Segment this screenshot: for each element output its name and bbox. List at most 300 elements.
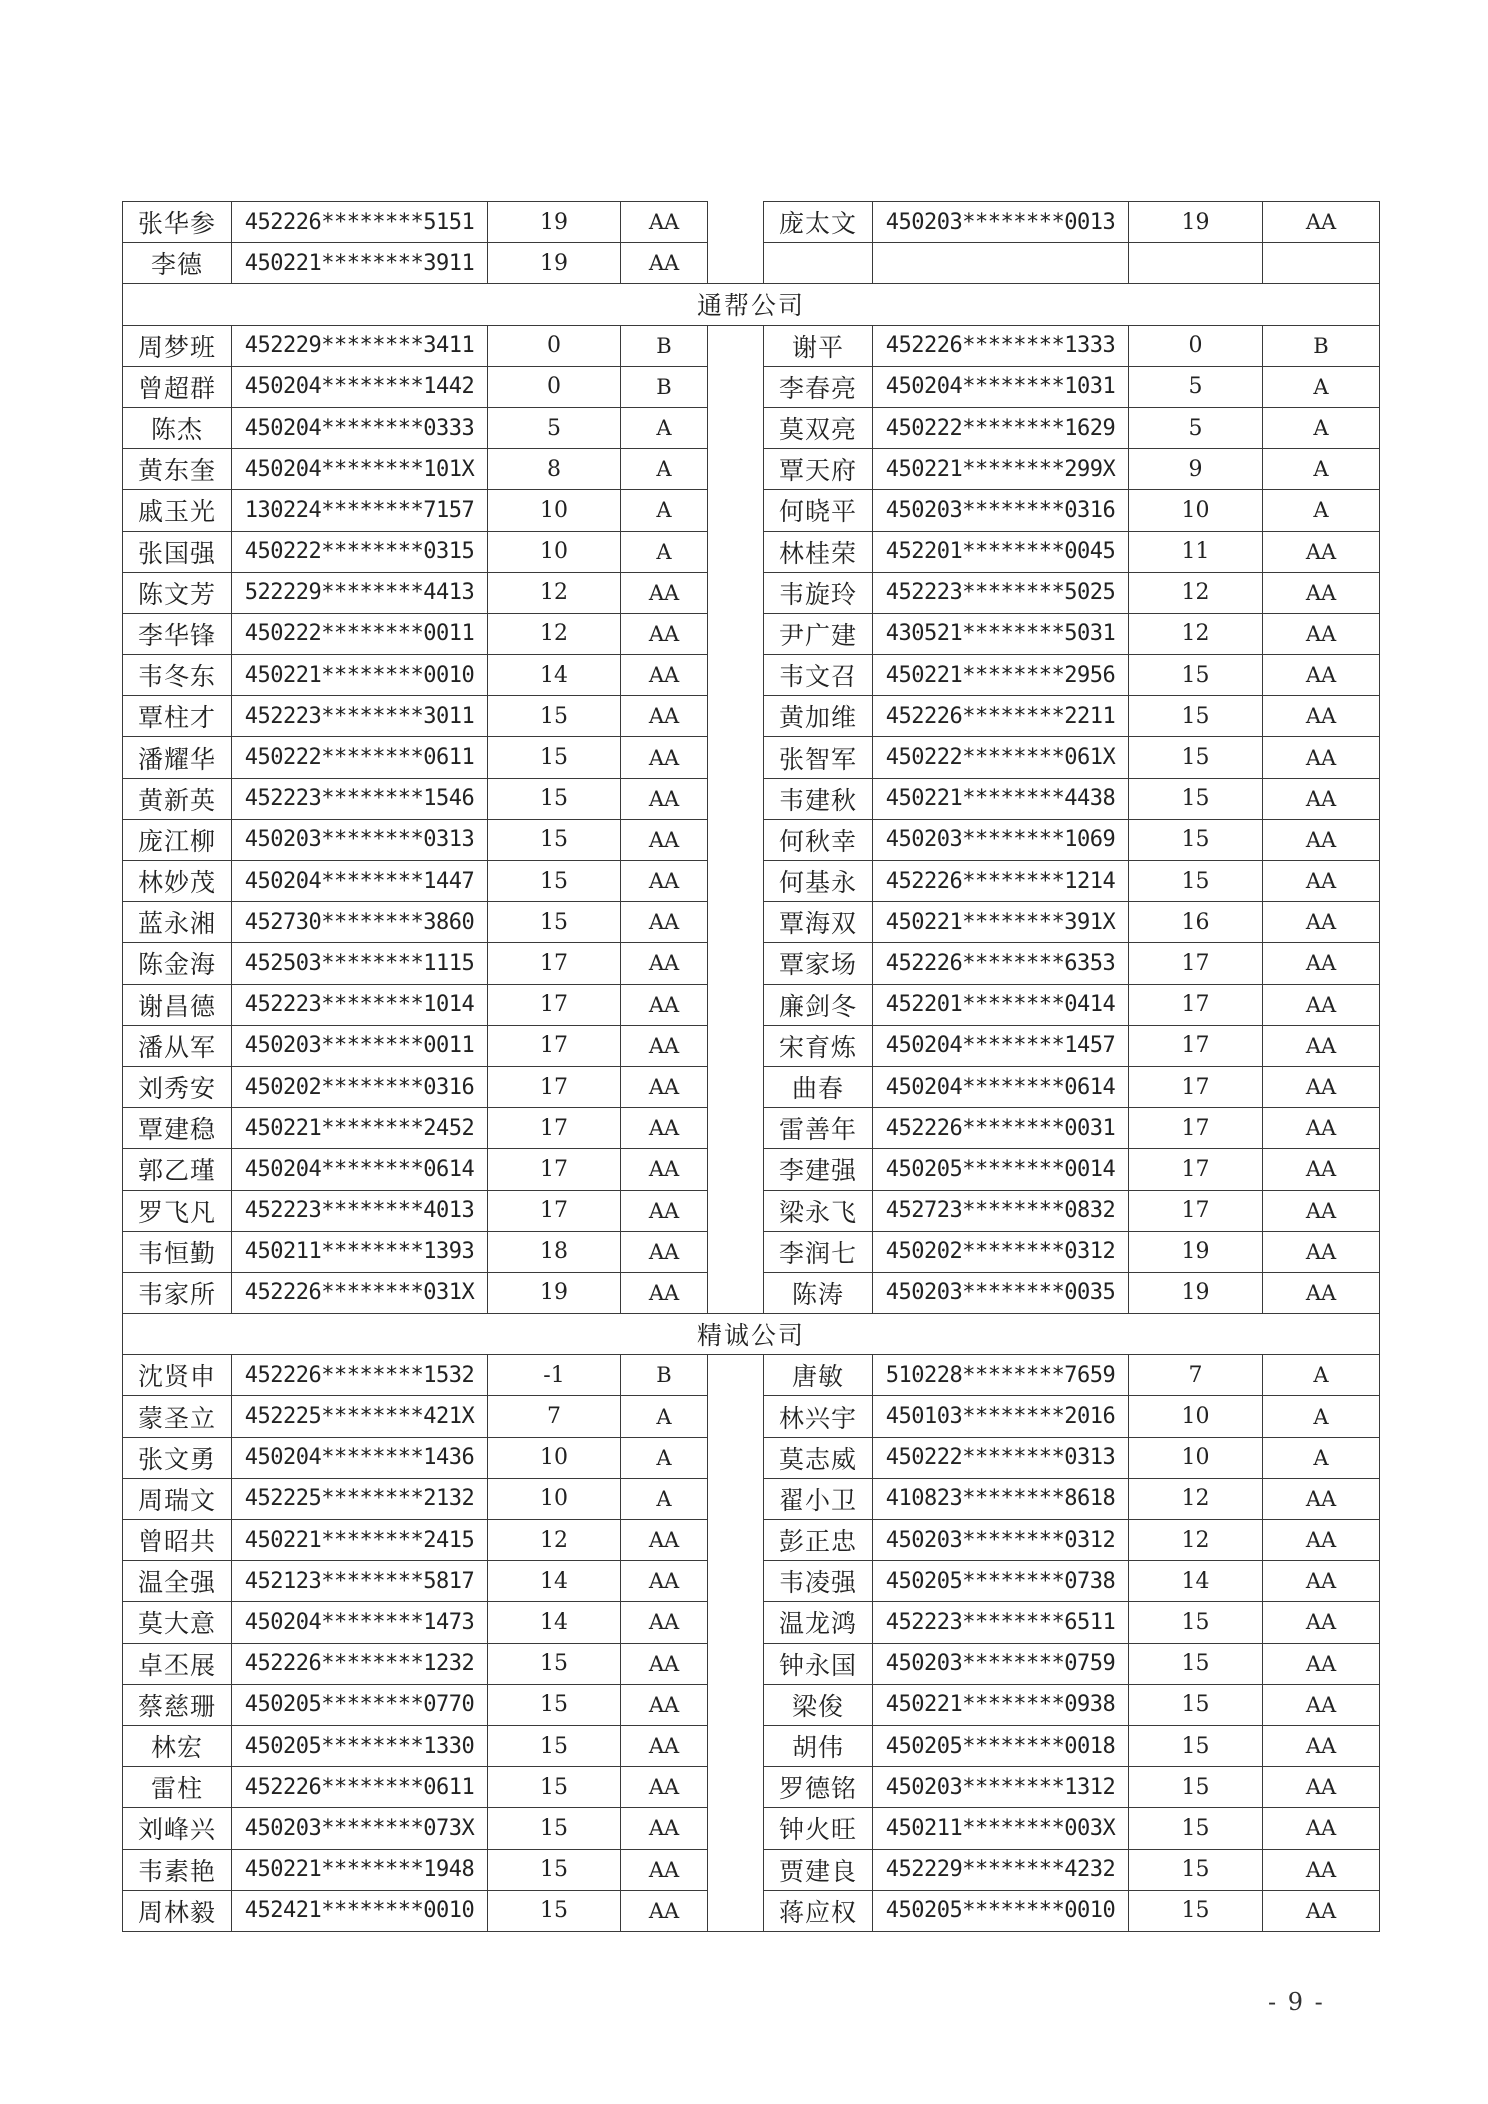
table-row bbox=[123, 696, 1380, 737]
right-grade-cell: AA bbox=[1263, 1108, 1380, 1149]
left-id-number-cell: 452226********1532 bbox=[232, 1355, 488, 1396]
left-score-cell: 15 bbox=[488, 1890, 621, 1931]
left-id-number-cell: 452123********5817 bbox=[232, 1561, 488, 1602]
right-id-number-cell: 450203********1312 bbox=[873, 1767, 1129, 1808]
right-grade-cell: AA bbox=[1263, 1643, 1380, 1684]
table-row bbox=[123, 325, 1380, 366]
right-grade-cell: AA bbox=[1263, 1849, 1380, 1890]
column-divider bbox=[708, 1725, 764, 1766]
table-row bbox=[123, 1520, 1380, 1561]
left-grade-cell: AA bbox=[621, 943, 708, 984]
left-score-cell: 15 bbox=[488, 1767, 621, 1808]
right-id-number-cell: 450205********0014 bbox=[873, 1149, 1129, 1190]
right-score-cell: 15 bbox=[1129, 1684, 1263, 1725]
right-score-cell bbox=[1129, 243, 1263, 284]
right-name-cell bbox=[764, 243, 873, 284]
column-divider bbox=[708, 984, 764, 1025]
table-row bbox=[123, 1025, 1380, 1066]
table-row bbox=[123, 1602, 1380, 1643]
left-name-cell: 陈金海 bbox=[123, 943, 232, 984]
left-name-cell: 周瑞文 bbox=[123, 1478, 232, 1519]
right-score-cell: 11 bbox=[1129, 531, 1263, 572]
right-id-number-cell: 510228********7659 bbox=[873, 1355, 1129, 1396]
left-grade-cell: B bbox=[621, 1355, 708, 1396]
right-grade-cell: AA bbox=[1263, 655, 1380, 696]
column-divider bbox=[708, 778, 764, 819]
left-id-number-cell: 452223********4013 bbox=[232, 1190, 488, 1231]
left-score-cell: 17 bbox=[488, 1025, 621, 1066]
column-divider bbox=[708, 572, 764, 613]
right-name-cell: 唐敏 bbox=[764, 1355, 873, 1396]
right-id-number-cell: 450204********0614 bbox=[873, 1066, 1129, 1107]
right-score-cell: 15 bbox=[1129, 737, 1263, 778]
table-row bbox=[123, 1272, 1380, 1313]
table-row bbox=[123, 202, 1380, 243]
left-grade-cell: AA bbox=[621, 1684, 708, 1725]
right-score-cell: 15 bbox=[1129, 655, 1263, 696]
right-score-cell: 17 bbox=[1129, 1066, 1263, 1107]
left-grade-cell: AA bbox=[621, 984, 708, 1025]
left-name-cell: 蒙圣立 bbox=[123, 1396, 232, 1437]
left-score-cell: 15 bbox=[488, 737, 621, 778]
left-name-cell: 韦家所 bbox=[123, 1272, 232, 1313]
right-score-cell: 17 bbox=[1129, 1108, 1263, 1149]
right-grade-cell: A bbox=[1263, 366, 1380, 407]
right-name-cell: 陈涛 bbox=[764, 1272, 873, 1313]
right-grade-cell: A bbox=[1263, 449, 1380, 490]
left-id-number-cell: 450205********0770 bbox=[232, 1684, 488, 1725]
right-id-number-cell: 450221********391X bbox=[873, 902, 1129, 943]
table-row bbox=[123, 819, 1380, 860]
right-id-number-cell: 452223********6511 bbox=[873, 1602, 1129, 1643]
right-grade-cell: AA bbox=[1263, 902, 1380, 943]
table-row bbox=[123, 655, 1380, 696]
left-grade-cell: A bbox=[621, 1478, 708, 1519]
column-divider bbox=[708, 1355, 764, 1396]
right-id-number-cell: 452723********0832 bbox=[873, 1190, 1129, 1231]
left-name-cell: 覃柱才 bbox=[123, 696, 232, 737]
left-grade-cell: AA bbox=[621, 1561, 708, 1602]
right-name-cell: 钟火旺 bbox=[764, 1808, 873, 1849]
left-score-cell: 17 bbox=[488, 1108, 621, 1149]
right-score-cell: 15 bbox=[1129, 696, 1263, 737]
column-divider bbox=[708, 1890, 764, 1931]
table-row bbox=[123, 572, 1380, 613]
table-row bbox=[123, 1108, 1380, 1149]
right-score-cell: 15 bbox=[1129, 1767, 1263, 1808]
right-score-cell: 0 bbox=[1129, 325, 1263, 366]
table-row bbox=[123, 366, 1380, 407]
left-grade-cell: AA bbox=[621, 819, 708, 860]
right-score-cell: 10 bbox=[1129, 1396, 1263, 1437]
table-row bbox=[123, 943, 1380, 984]
right-grade-cell: AA bbox=[1263, 1684, 1380, 1725]
column-divider bbox=[708, 1767, 764, 1808]
right-id-number-cell: 410823********8618 bbox=[873, 1478, 1129, 1519]
left-score-cell: 15 bbox=[488, 1725, 621, 1766]
right-name-cell: 雷善年 bbox=[764, 1108, 873, 1149]
right-name-cell: 廉剑冬 bbox=[764, 984, 873, 1025]
table-row bbox=[123, 1561, 1380, 1602]
right-grade-cell: AA bbox=[1263, 1725, 1380, 1766]
right-id-number-cell: 450203********0759 bbox=[873, 1643, 1129, 1684]
left-name-cell: 黄新英 bbox=[123, 778, 232, 819]
left-id-number-cell: 450204********101X bbox=[232, 449, 488, 490]
table-row bbox=[123, 1808, 1380, 1849]
left-id-number-cell: 450204********1473 bbox=[232, 1602, 488, 1643]
left-id-number-cell: 452225********421X bbox=[232, 1396, 488, 1437]
column-divider bbox=[708, 1602, 764, 1643]
left-grade-cell: AA bbox=[621, 1890, 708, 1931]
left-grade-cell: AA bbox=[621, 1231, 708, 1272]
table-row bbox=[123, 1149, 1380, 1190]
right-name-cell: 贾建良 bbox=[764, 1849, 873, 1890]
right-id-number-cell: 450221********2956 bbox=[873, 655, 1129, 696]
left-name-cell: 罗飞凡 bbox=[123, 1190, 232, 1231]
left-grade-cell: AA bbox=[621, 1767, 708, 1808]
left-grade-cell: A bbox=[621, 490, 708, 531]
right-id-number-cell: 450203********0316 bbox=[873, 490, 1129, 531]
left-grade-cell: AA bbox=[621, 1066, 708, 1107]
left-id-number-cell: 450202********0316 bbox=[232, 1066, 488, 1107]
left-name-cell: 曾昭共 bbox=[123, 1520, 232, 1561]
right-score-cell: 5 bbox=[1129, 407, 1263, 448]
table-row bbox=[123, 1396, 1380, 1437]
column-divider bbox=[708, 366, 764, 407]
right-name-cell: 蒋应权 bbox=[764, 1890, 873, 1931]
left-name-cell: 林宏 bbox=[123, 1725, 232, 1766]
column-divider bbox=[708, 202, 764, 243]
left-score-cell: 17 bbox=[488, 1149, 621, 1190]
right-id-number-cell: 452226********0031 bbox=[873, 1108, 1129, 1149]
column-divider bbox=[708, 1190, 764, 1231]
table-row bbox=[123, 902, 1380, 943]
table-row bbox=[123, 1478, 1380, 1519]
right-grade-cell: AA bbox=[1263, 1066, 1380, 1107]
right-name-cell: 林桂荣 bbox=[764, 531, 873, 572]
right-score-cell: 15 bbox=[1129, 1725, 1263, 1766]
left-score-cell: 0 bbox=[488, 325, 621, 366]
table-row bbox=[123, 1684, 1380, 1725]
right-id-number-cell: 450211********003X bbox=[873, 1808, 1129, 1849]
left-id-number-cell: 450204********0614 bbox=[232, 1149, 488, 1190]
column-divider bbox=[708, 1272, 764, 1313]
right-name-cell: 韦文召 bbox=[764, 655, 873, 696]
left-name-cell: 温全强 bbox=[123, 1561, 232, 1602]
column-divider bbox=[708, 819, 764, 860]
left-score-cell: 8 bbox=[488, 449, 621, 490]
right-id-number-cell: 452229********4232 bbox=[873, 1849, 1129, 1890]
column-divider bbox=[708, 696, 764, 737]
left-score-cell: 15 bbox=[488, 1643, 621, 1684]
left-name-cell: 郭乙瑾 bbox=[123, 1149, 232, 1190]
table-row bbox=[123, 449, 1380, 490]
left-score-cell: 19 bbox=[488, 202, 621, 243]
left-name-cell: 庞江柳 bbox=[123, 819, 232, 860]
left-name-cell: 张国强 bbox=[123, 531, 232, 572]
right-score-cell: 17 bbox=[1129, 943, 1263, 984]
right-name-cell: 莫双亮 bbox=[764, 407, 873, 448]
left-id-number-cell: 450203********0011 bbox=[232, 1025, 488, 1066]
right-grade-cell: AA bbox=[1263, 531, 1380, 572]
column-divider bbox=[708, 1437, 764, 1478]
right-score-cell: 9 bbox=[1129, 449, 1263, 490]
right-grade-cell: AA bbox=[1263, 696, 1380, 737]
column-divider bbox=[708, 1684, 764, 1725]
right-score-cell: 14 bbox=[1129, 1561, 1263, 1602]
left-id-number-cell: 450221********1948 bbox=[232, 1849, 488, 1890]
left-score-cell: 17 bbox=[488, 1190, 621, 1231]
table-row bbox=[123, 1643, 1380, 1684]
left-name-cell: 莫大意 bbox=[123, 1602, 232, 1643]
left-name-cell: 周梦班 bbox=[123, 325, 232, 366]
right-score-cell: 12 bbox=[1129, 1478, 1263, 1519]
left-grade-cell: AA bbox=[621, 1643, 708, 1684]
right-id-number-cell: 450222********0313 bbox=[873, 1437, 1129, 1478]
column-divider bbox=[708, 1149, 764, 1190]
table-row bbox=[123, 407, 1380, 448]
left-score-cell: 5 bbox=[488, 407, 621, 448]
left-name-cell: 张文勇 bbox=[123, 1437, 232, 1478]
right-grade-cell: AA bbox=[1263, 572, 1380, 613]
column-divider bbox=[708, 243, 764, 284]
right-name-cell: 梁俊 bbox=[764, 1684, 873, 1725]
left-score-cell: 15 bbox=[488, 778, 621, 819]
left-grade-cell: AA bbox=[621, 243, 708, 284]
left-id-number-cell: 452226********5151 bbox=[232, 202, 488, 243]
left-id-number-cell: 452503********1115 bbox=[232, 943, 488, 984]
left-id-number-cell: 450221********3911 bbox=[232, 243, 488, 284]
right-name-cell: 罗德铭 bbox=[764, 1767, 873, 1808]
column-divider bbox=[708, 943, 764, 984]
right-grade-cell: AA bbox=[1263, 1890, 1380, 1931]
left-id-number-cell: 450204********1447 bbox=[232, 861, 488, 902]
table-row bbox=[123, 1355, 1380, 1396]
left-grade-cell: AA bbox=[621, 202, 708, 243]
left-score-cell: 15 bbox=[488, 1684, 621, 1725]
left-id-number-cell: 452225********2132 bbox=[232, 1478, 488, 1519]
right-id-number-cell: 452226********2211 bbox=[873, 696, 1129, 737]
left-score-cell: 15 bbox=[488, 1849, 621, 1890]
left-name-cell: 曾超群 bbox=[123, 366, 232, 407]
left-name-cell: 沈贤申 bbox=[123, 1355, 232, 1396]
left-name-cell: 蓝永湘 bbox=[123, 902, 232, 943]
right-id-number-cell: 452226********1333 bbox=[873, 325, 1129, 366]
left-name-cell: 刘峰兴 bbox=[123, 1808, 232, 1849]
column-divider bbox=[708, 325, 764, 366]
right-grade-cell: A bbox=[1263, 1355, 1380, 1396]
left-id-number-cell: 450204********0333 bbox=[232, 407, 488, 448]
right-grade-cell: A bbox=[1263, 407, 1380, 448]
right-name-cell: 何秋幸 bbox=[764, 819, 873, 860]
right-score-cell: 17 bbox=[1129, 1190, 1263, 1231]
left-name-cell: 陈杰 bbox=[123, 407, 232, 448]
right-score-cell: 17 bbox=[1129, 1025, 1263, 1066]
column-divider bbox=[708, 1520, 764, 1561]
right-grade-cell: AA bbox=[1263, 1231, 1380, 1272]
left-grade-cell: B bbox=[621, 325, 708, 366]
right-name-cell: 钟永国 bbox=[764, 1643, 873, 1684]
right-name-cell: 翟小卫 bbox=[764, 1478, 873, 1519]
column-divider bbox=[708, 1808, 764, 1849]
left-name-cell: 周林毅 bbox=[123, 1890, 232, 1931]
left-name-cell: 雷柱 bbox=[123, 1767, 232, 1808]
left-id-number-cell: 130224********7157 bbox=[232, 490, 488, 531]
left-name-cell: 蔡慈珊 bbox=[123, 1684, 232, 1725]
table-row bbox=[123, 613, 1380, 654]
left-score-cell: 12 bbox=[488, 1520, 621, 1561]
right-name-cell: 覃海双 bbox=[764, 902, 873, 943]
right-name-cell: 胡伟 bbox=[764, 1725, 873, 1766]
right-grade-cell bbox=[1263, 243, 1380, 284]
right-id-number-cell: 450205********0018 bbox=[873, 1725, 1129, 1766]
column-divider bbox=[708, 1478, 764, 1519]
table-row bbox=[123, 1190, 1380, 1231]
left-id-number-cell: 452730********3860 bbox=[232, 902, 488, 943]
right-grade-cell: AA bbox=[1263, 1767, 1380, 1808]
right-grade-cell: AA bbox=[1263, 861, 1380, 902]
right-name-cell: 韦凌强 bbox=[764, 1561, 873, 1602]
left-score-cell: 7 bbox=[488, 1396, 621, 1437]
right-grade-cell: AA bbox=[1263, 202, 1380, 243]
right-score-cell: 15 bbox=[1129, 1890, 1263, 1931]
column-divider bbox=[708, 490, 764, 531]
table-row bbox=[123, 1767, 1380, 1808]
right-score-cell: 19 bbox=[1129, 202, 1263, 243]
right-grade-cell: B bbox=[1263, 325, 1380, 366]
right-name-cell: 林兴宇 bbox=[764, 1396, 873, 1437]
right-grade-cell: AA bbox=[1263, 1808, 1380, 1849]
column-divider bbox=[708, 1025, 764, 1066]
right-id-number-cell: 450204********1031 bbox=[873, 366, 1129, 407]
left-id-number-cell: 452223********3011 bbox=[232, 696, 488, 737]
column-divider bbox=[708, 655, 764, 696]
column-divider bbox=[708, 613, 764, 654]
left-id-number-cell: 450204********1442 bbox=[232, 366, 488, 407]
left-grade-cell: AA bbox=[621, 778, 708, 819]
right-name-cell: 梁永飞 bbox=[764, 1190, 873, 1231]
right-id-number-cell: 450205********0738 bbox=[873, 1561, 1129, 1602]
right-id-number-cell: 450205********0010 bbox=[873, 1890, 1129, 1931]
left-name-cell: 韦素艳 bbox=[123, 1849, 232, 1890]
right-grade-cell: A bbox=[1263, 1396, 1380, 1437]
left-id-number-cell: 450204********1436 bbox=[232, 1437, 488, 1478]
right-score-cell: 12 bbox=[1129, 613, 1263, 654]
right-score-cell: 15 bbox=[1129, 1849, 1263, 1890]
right-name-cell: 温龙鸿 bbox=[764, 1602, 873, 1643]
right-score-cell: 16 bbox=[1129, 902, 1263, 943]
left-id-number-cell: 450203********0313 bbox=[232, 819, 488, 860]
right-score-cell: 10 bbox=[1129, 490, 1263, 531]
left-name-cell: 林妙茂 bbox=[123, 861, 232, 902]
left-grade-cell: B bbox=[621, 366, 708, 407]
left-name-cell: 谢昌德 bbox=[123, 984, 232, 1025]
left-score-cell: 18 bbox=[488, 1231, 621, 1272]
left-grade-cell: A bbox=[621, 1437, 708, 1478]
right-id-number-cell: 430521********5031 bbox=[873, 613, 1129, 654]
left-name-cell: 刘秀安 bbox=[123, 1066, 232, 1107]
right-score-cell: 15 bbox=[1129, 819, 1263, 860]
right-id-number-cell: 450221********4438 bbox=[873, 778, 1129, 819]
left-grade-cell: A bbox=[621, 531, 708, 572]
right-score-cell: 19 bbox=[1129, 1231, 1263, 1272]
right-id-number-cell bbox=[873, 243, 1129, 284]
right-score-cell: 7 bbox=[1129, 1355, 1263, 1396]
table-row bbox=[123, 243, 1380, 284]
right-grade-cell: AA bbox=[1263, 1190, 1380, 1231]
right-id-number-cell: 452226********6353 bbox=[873, 943, 1129, 984]
left-name-cell: 覃建稳 bbox=[123, 1108, 232, 1149]
left-name-cell: 戚玉光 bbox=[123, 490, 232, 531]
left-id-number-cell: 452226********0611 bbox=[232, 1767, 488, 1808]
table-row bbox=[123, 1849, 1380, 1890]
right-name-cell: 宋育炼 bbox=[764, 1025, 873, 1066]
left-grade-cell: A bbox=[621, 449, 708, 490]
left-grade-cell: AA bbox=[621, 1149, 708, 1190]
left-grade-cell: AA bbox=[621, 613, 708, 654]
left-name-cell: 李华锋 bbox=[123, 613, 232, 654]
left-grade-cell: AA bbox=[621, 1025, 708, 1066]
left-id-number-cell: 450222********0011 bbox=[232, 613, 488, 654]
right-name-cell: 覃家场 bbox=[764, 943, 873, 984]
left-grade-cell: AA bbox=[621, 1602, 708, 1643]
left-id-number-cell: 450221********2415 bbox=[232, 1520, 488, 1561]
left-id-number-cell: 450221********2452 bbox=[232, 1108, 488, 1149]
left-score-cell: 19 bbox=[488, 1272, 621, 1313]
left-id-number-cell: 452229********3411 bbox=[232, 325, 488, 366]
right-grade-cell: AA bbox=[1263, 1149, 1380, 1190]
left-score-cell: 17 bbox=[488, 1066, 621, 1107]
left-score-cell: 17 bbox=[488, 943, 621, 984]
left-grade-cell: AA bbox=[621, 1808, 708, 1849]
left-grade-cell: AA bbox=[621, 1108, 708, 1149]
column-divider bbox=[708, 1108, 764, 1149]
table-row bbox=[123, 1890, 1380, 1931]
left-score-cell: -1 bbox=[488, 1355, 621, 1396]
right-id-number-cell: 450203********1069 bbox=[873, 819, 1129, 860]
left-grade-cell: AA bbox=[621, 1520, 708, 1561]
right-id-number-cell: 450222********1629 bbox=[873, 407, 1129, 448]
left-score-cell: 17 bbox=[488, 984, 621, 1025]
table-row bbox=[123, 1066, 1380, 1107]
right-score-cell: 15 bbox=[1129, 1808, 1263, 1849]
right-name-cell: 莫志威 bbox=[764, 1437, 873, 1478]
right-id-number-cell: 450203********0013 bbox=[873, 202, 1129, 243]
roster-table bbox=[122, 201, 1380, 1932]
left-grade-cell: AA bbox=[621, 737, 708, 778]
right-grade-cell: A bbox=[1263, 490, 1380, 531]
table-row bbox=[123, 490, 1380, 531]
left-id-number-cell: 450211********1393 bbox=[232, 1231, 488, 1272]
right-name-cell: 李建强 bbox=[764, 1149, 873, 1190]
left-score-cell: 10 bbox=[488, 490, 621, 531]
column-divider bbox=[708, 861, 764, 902]
left-score-cell: 15 bbox=[488, 902, 621, 943]
left-score-cell: 15 bbox=[488, 861, 621, 902]
left-id-number-cell: 450222********0315 bbox=[232, 531, 488, 572]
right-score-cell: 5 bbox=[1129, 366, 1263, 407]
table-row bbox=[123, 1231, 1380, 1272]
left-id-number-cell: 452223********1546 bbox=[232, 778, 488, 819]
left-name-cell: 潘从军 bbox=[123, 1025, 232, 1066]
left-score-cell: 12 bbox=[488, 572, 621, 613]
table-row bbox=[123, 737, 1380, 778]
column-divider bbox=[708, 1231, 764, 1272]
right-score-cell: 15 bbox=[1129, 861, 1263, 902]
table-row bbox=[123, 531, 1380, 572]
right-score-cell: 10 bbox=[1129, 1437, 1263, 1478]
right-grade-cell: AA bbox=[1263, 737, 1380, 778]
